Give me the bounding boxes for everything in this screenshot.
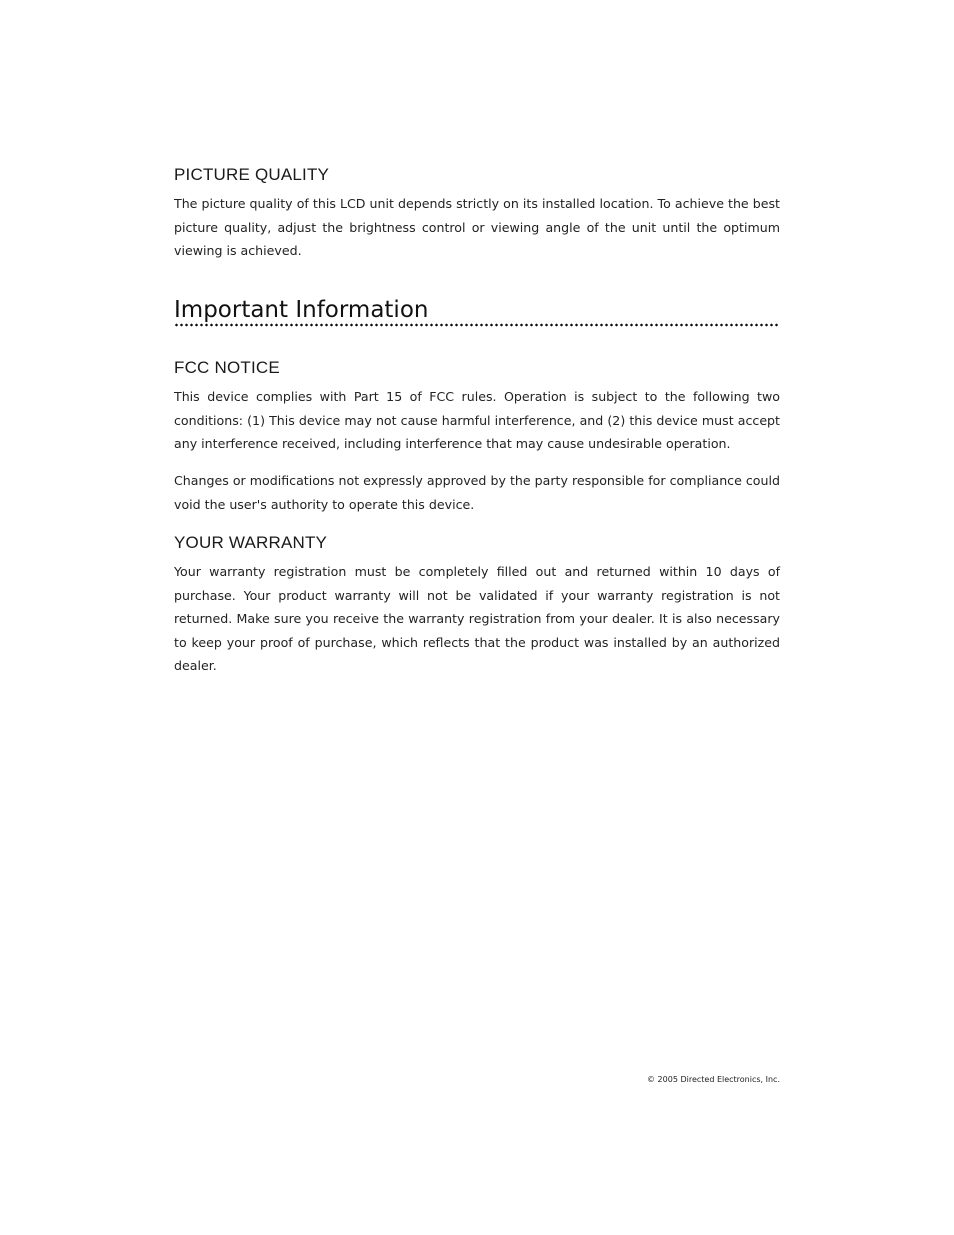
your-warranty-text: Your warranty registration must be completely filled out and returned within 10 days of purchase. Your product warranty will not be validated if your warranty registration is not returned. Make sure you receive the warranty registration from your dealer. It is also necessary to keep your proof of purchase, which reflects that the product was installed by an authorized dealer. bbox=[174, 564, 780, 673]
fcc-notice-paragraph-2: Changes or modifications not expressly approved by the party responsible for compliance could void the user's authority to operate this device. bbox=[174, 473, 780, 512]
important-information-title: Important Information bbox=[174, 297, 429, 323]
picture-quality-text: The picture quality of this LCD unit depends strictly on its installed location. To achieve the best picture quality, adjust the brightness control or viewing angle of the unit until the optimum viewing is achieved. bbox=[174, 196, 780, 258]
copyright-footer: © 2005 Directed Electronics, Inc. bbox=[647, 1075, 780, 1084]
title-dotted-divider bbox=[174, 323, 780, 327]
picture-quality-heading: PICTURE QUALITY bbox=[174, 165, 330, 184]
fcc-notice-heading: FCC NOTICE bbox=[174, 358, 280, 377]
your-warranty-heading: YOUR WARRANTY bbox=[174, 533, 328, 552]
fcc-notice-paragraph-1: This device complies with Part 15 of FCC rules. Operation is subject to the following two conditions: (1) This device may not cause harmful interference, and (2) this device must accept any interference received, including interference that may cause undesirable operation. bbox=[174, 389, 780, 451]
